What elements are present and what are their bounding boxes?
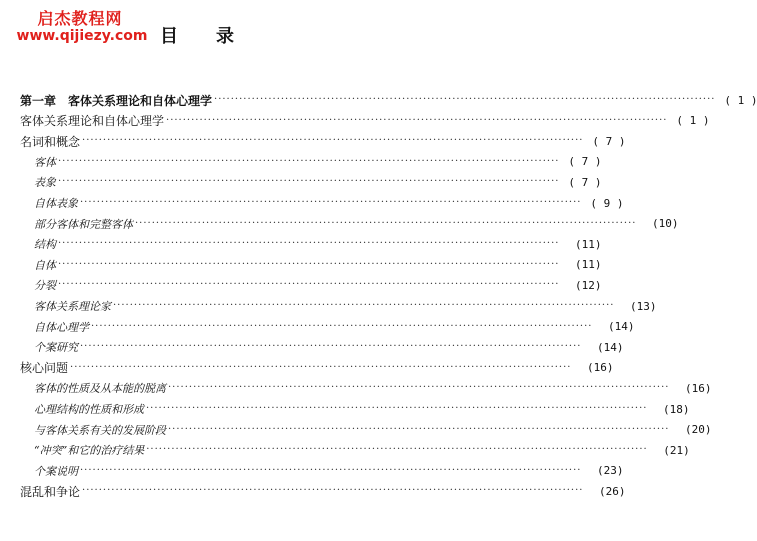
- page-title: 目录: [160, 26, 272, 47]
- toc-entry: [34, 296, 657, 316]
- toc-entry-page: (12): [574, 278, 602, 292]
- toc-entry: [34, 255, 602, 275]
- toc-entry-label: 结构: [34, 238, 56, 252]
- toc-leader-dots: ························································································································: [214, 94, 716, 105]
- toc-leader-dots: ························································································································: [58, 155, 560, 167]
- toc-entry-page: ( 1 ): [724, 93, 757, 107]
- toc-entry-page: (26): [598, 484, 626, 498]
- toc-entry: [20, 111, 710, 131]
- toc-leader-dots: ························································································································: [58, 279, 560, 291]
- toc-leader-dots: ························································································································: [168, 382, 670, 394]
- toc-leader-dots: ························································································································: [166, 114, 668, 126]
- watermark-site-name: 启杰教程网: [37, 9, 123, 28]
- toc-entry: [34, 193, 624, 213]
- toc-entry-label: 核心问题: [20, 361, 69, 376]
- toc-entry: [34, 234, 602, 254]
- toc-entry-label: 分裂: [34, 279, 56, 293]
- toc-entry: [20, 131, 626, 151]
- toc-leader-dots: ························································································································: [113, 300, 615, 311]
- toc-leader-dots: ························································································································: [146, 444, 648, 456]
- toc-entry: [34, 337, 624, 357]
- toc-entry-label: 部分客体和完整客体: [34, 217, 133, 231]
- toc-entry-label: “冲突”和它的治疗结果: [34, 444, 145, 458]
- toc-entry-page: (11): [574, 258, 602, 272]
- toc-entry-label: 自体心理学: [34, 320, 89, 334]
- toc-entry: [34, 275, 602, 295]
- toc-entry-page: (11): [574, 237, 602, 251]
- toc-entry-page: ( 1 ): [676, 114, 710, 128]
- toc-entry-label: 个案说明: [34, 464, 78, 478]
- toc-entry-label: 客体的性质及从本能的脱离: [34, 382, 166, 396]
- toc-leader-dots: ························································································································: [82, 135, 584, 147]
- toc-entry-page: (14): [607, 320, 635, 334]
- toc-entry-label: 客体关系理论和自体心理学: [20, 114, 165, 129]
- toc-entry: [34, 214, 679, 234]
- watermark-url: www.qijiezy.com: [16, 28, 148, 44]
- toc-leader-dots: ························································································································: [80, 464, 582, 476]
- toc-entry: [20, 90, 757, 110]
- toc-leader-dots: ························································································································: [82, 485, 584, 497]
- toc-entry: [34, 317, 635, 337]
- toc-entry-label: 混乱和争论: [20, 484, 81, 499]
- toc-entry-label: 名词和概念: [20, 134, 81, 149]
- toc-entry-page: ( 7 ): [568, 175, 602, 189]
- toc-entry-page: ( 7 ): [592, 134, 626, 148]
- toc-entry: [34, 378, 712, 398]
- toc-entry-label: 客体关系理论家: [34, 300, 111, 313]
- toc-entry: [20, 358, 614, 378]
- toc-leader-dots: ························································································································: [91, 320, 593, 332]
- toc-leader-dots: ························································································································: [80, 197, 582, 208]
- toc-entry-page: (16): [684, 381, 712, 395]
- toc-entry-label: 自体表象: [34, 197, 78, 210]
- toc-leader-dots: ························································································································: [168, 423, 670, 435]
- toc-entry-page: (18): [662, 402, 690, 416]
- toc-entry-page: (21): [663, 443, 690, 457]
- toc-leader-dots: ························································································································: [58, 258, 560, 270]
- toc-entry-label: 自体: [34, 258, 56, 272]
- toc-entry: [34, 172, 602, 192]
- toc-entry-page: (10): [651, 217, 679, 231]
- toc-entry-label: 客体: [34, 155, 56, 169]
- toc-entry-page: (14): [596, 340, 624, 354]
- toc-entry: [34, 440, 690, 460]
- toc-entry: [34, 399, 690, 419]
- toc-entry-page: ( 7 ): [568, 155, 602, 169]
- toc-entry-label: 个案研究: [34, 341, 78, 355]
- toc-entry-page: (23): [596, 464, 624, 478]
- toc-entry-page: (13): [629, 299, 657, 313]
- toc-entry: [34, 152, 602, 172]
- toc-leader-dots: ························································································································: [70, 361, 572, 373]
- toc-entry-page: (16): [586, 361, 614, 375]
- toc-entry: [34, 461, 624, 481]
- toc-entry-page: (20): [684, 423, 712, 437]
- toc-entry-label: 与客体关系有关的发展阶段: [34, 423, 166, 437]
- toc-leader-dots: ························································································································: [58, 238, 560, 250]
- toc-entry: [34, 420, 712, 440]
- toc-entry: [20, 481, 626, 501]
- toc-entry-label: 表象: [34, 176, 56, 190]
- toc-leader-dots: ························································································································: [80, 341, 582, 353]
- toc-entry-page: ( 9 ): [590, 196, 624, 210]
- toc-leader-dots: ························································································································: [146, 403, 648, 414]
- toc-entry-label: 第一章 客体关系理论和自体心理学: [20, 93, 213, 108]
- toc-leader-dots: ························································································································: [135, 217, 637, 229]
- toc-entry-label: 心理结构的性质和形成: [34, 403, 144, 416]
- toc-leader-dots: ························································································································: [58, 176, 560, 188]
